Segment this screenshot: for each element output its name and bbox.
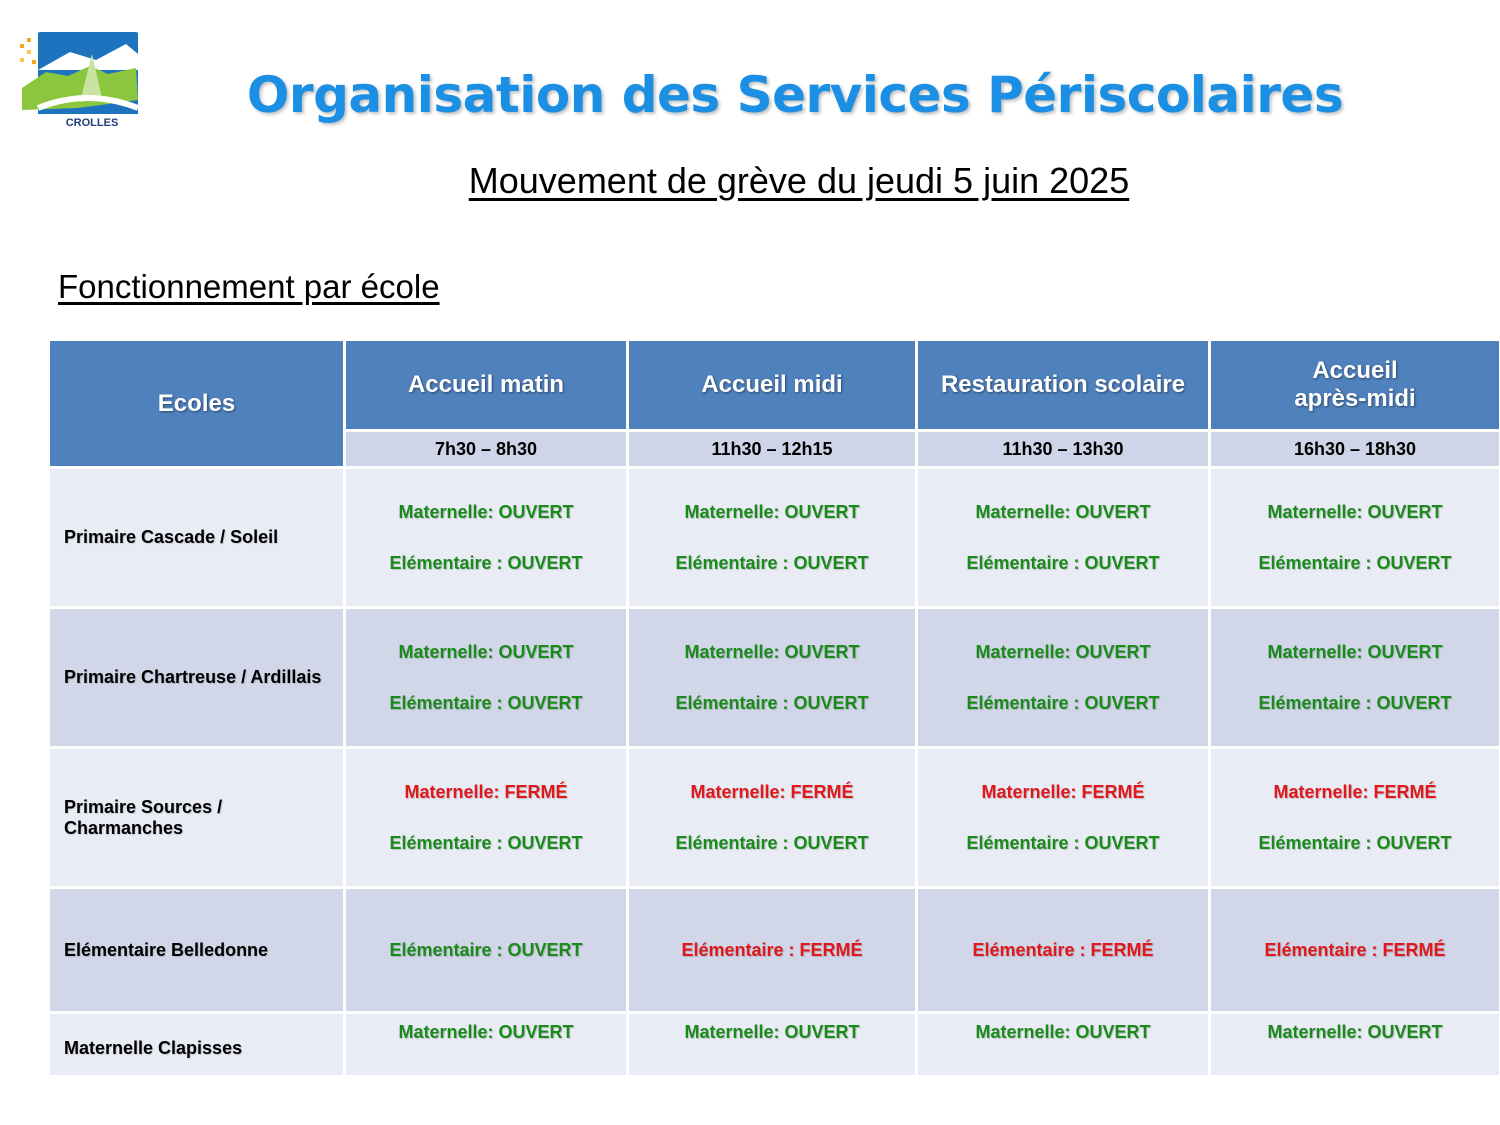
status-cell — [628, 748, 917, 888]
status-maternelle: Maternelle: OUVERT — [975, 501, 1151, 522]
table-row — [49, 468, 1500, 608]
status-cell — [628, 608, 917, 748]
page-title: Organisation des Services Périscolaires — [246, 66, 1344, 124]
status-cell — [1210, 468, 1500, 608]
status-cell — [1210, 748, 1500, 888]
status-cell — [345, 1013, 628, 1077]
status-cell — [917, 608, 1210, 748]
status-cell — [917, 888, 1210, 1013]
status-maternelle: Maternelle: OUVERT — [684, 501, 860, 522]
status-cell — [345, 468, 628, 608]
header-accueil-matin: Accueil matin — [345, 340, 628, 431]
time-accueil-matin: 7h30 – 8h30 — [345, 431, 628, 468]
status-cell — [917, 748, 1210, 888]
time-accueil-midi: 11h30 – 12h15 — [628, 431, 917, 468]
status-maternelle: Maternelle: OUVERT — [1267, 501, 1443, 522]
status-maternelle: Maternelle: OUVERT — [398, 501, 574, 522]
status-cell — [628, 468, 917, 608]
status-maternelle: Maternelle: OUVERT — [1267, 1022, 1443, 1042]
header-line: Accueil — [1312, 357, 1398, 384]
status-maternelle: Maternelle: OUVERT — [1267, 641, 1443, 662]
status-elementaire: Elémentaire : FERMÉ — [972, 939, 1154, 960]
school-name: Elémentaire Belledonne — [49, 888, 345, 1013]
status-elementaire: Elémentaire : OUVERT — [675, 832, 869, 853]
page-subtitle: Mouvement de grève du jeudi 5 juin 2025 — [468, 160, 1130, 201]
status-cell — [1210, 1013, 1500, 1077]
status-maternelle: Maternelle: OUVERT — [684, 641, 860, 662]
status-maternelle: Maternelle: FERMÉ — [981, 781, 1145, 802]
status-cell — [917, 468, 1210, 608]
header-accueil-midi: Accueil midi — [628, 340, 917, 431]
status-cell — [628, 888, 917, 1013]
header-restauration: Restauration scolaire — [917, 340, 1210, 431]
status-maternelle: Maternelle: OUVERT — [975, 1022, 1151, 1042]
status-cell — [345, 748, 628, 888]
time-restauration: 11h30 – 13h30 — [917, 431, 1210, 468]
table-row — [49, 748, 1500, 888]
school-name: Primaire Cascade / Soleil — [49, 468, 345, 608]
status-cell — [1210, 608, 1500, 748]
table-row — [49, 608, 1500, 748]
status-elementaire: Elémentaire : OUVERT — [389, 552, 583, 573]
status-maternelle: Maternelle: FERMÉ — [404, 781, 568, 802]
school-name-line: Charmanches — [64, 817, 184, 838]
status-elementaire: Elémentaire : FERMÉ — [681, 939, 863, 960]
status-elementaire: Elémentaire : OUVERT — [966, 552, 1160, 573]
school-name: Maternelle Clapisses — [49, 1013, 345, 1077]
section-heading: Fonctionnement par école — [58, 268, 440, 305]
services-table — [47, 338, 1500, 1078]
header-ecoles: Ecoles — [49, 340, 345, 468]
status-cell — [345, 888, 628, 1013]
status-elementaire: Elémentaire : OUVERT — [1258, 832, 1452, 853]
status-elementaire: Elémentaire : FERMÉ — [1264, 939, 1446, 960]
status-maternelle: Maternelle: OUVERT — [398, 641, 574, 662]
status-elementaire: Elémentaire : OUVERT — [389, 832, 583, 853]
header-accueil-apres-midi — [1210, 340, 1500, 431]
status-elementaire: Elémentaire : OUVERT — [389, 939, 583, 960]
svg-text:CROLLES: CROLLES — [65, 117, 119, 129]
status-maternelle: Maternelle: OUVERT — [398, 1022, 574, 1042]
school-name — [49, 748, 345, 888]
status-maternelle: Maternelle: OUVERT — [975, 641, 1151, 662]
status-elementaire: Elémentaire : OUVERT — [389, 692, 583, 713]
status-elementaire: Elémentaire : OUVERT — [675, 692, 869, 713]
table-row — [49, 888, 1500, 1013]
header-line: après-midi — [1294, 385, 1416, 412]
status-maternelle: Maternelle: FERMÉ — [1273, 781, 1437, 802]
status-cell — [345, 608, 628, 748]
school-name: Primaire Chartreuse / Ardillais — [49, 608, 345, 748]
status-elementaire: Elémentaire : OUVERT — [966, 692, 1160, 713]
status-elementaire: Elémentaire : OUVERT — [966, 832, 1160, 853]
status-cell — [628, 1013, 917, 1077]
status-cell — [1210, 888, 1500, 1013]
school-name-line: Primaire Sources / — [64, 796, 223, 817]
status-elementaire: Elémentaire : OUVERT — [1258, 552, 1452, 573]
time-accueil-apres-midi: 16h30 – 18h30 — [1210, 431, 1500, 468]
status-maternelle: Maternelle: OUVERT — [684, 1022, 860, 1042]
table-row — [49, 1013, 1500, 1077]
status-elementaire: Elémentaire : OUVERT — [675, 552, 869, 573]
status-maternelle: Maternelle: FERMÉ — [690, 781, 854, 802]
status-elementaire: Elémentaire : OUVERT — [1258, 692, 1452, 713]
status-cell — [917, 1013, 1210, 1077]
